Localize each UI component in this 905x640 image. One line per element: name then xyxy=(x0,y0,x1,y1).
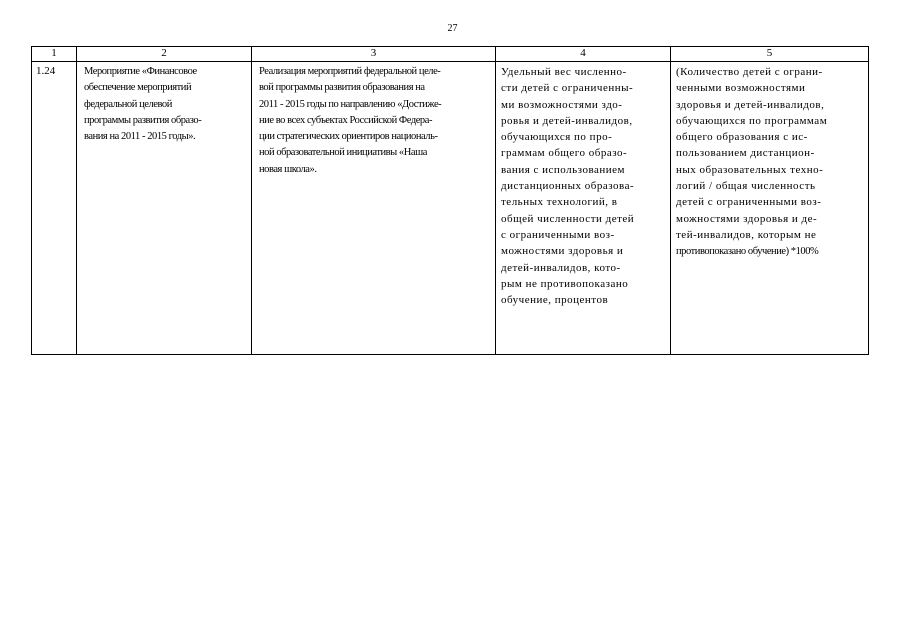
indicator-name-cell xyxy=(496,62,671,355)
formula-tail-text: противопоказано обучение) *100% xyxy=(676,246,819,258)
table-row xyxy=(32,62,869,355)
calculation-formula-cell xyxy=(671,62,869,355)
indicator-table xyxy=(31,46,869,355)
page-number: 27 xyxy=(447,23,458,34)
formula-main-text: (Количество детей с ограни- ченными возможностями здоровья и детей-инвалидов, обучающихся по программам общего образования с ис- пользованием дистанцион- ных образовательных техно- логий / общая численность детей с ограниченными воз- можностями здоровья и де- тей-инвалидов, которым не xyxy=(676,66,828,241)
calculation-formula-text xyxy=(671,62,868,261)
indicator-name-text: Удельный вес численно- сти детей с ограниченны- ми возможностями здо- ровья и детей-инвалидов, обучающихся по про- граммам общего образо- вания с использованием дистанционных образова- тельных технологий, в общей численности детей с ограниченными воз- можностями здоровья и детей-инвалидов, кото- рым не противопоказано обучение, процентов xyxy=(501,66,635,307)
event-description-text: Реализация мероприятий федеральной целе- вой программы развития образования на 2011 - 2015 годы по направлению «Достиже- ние во всех субъектах Российской Федера- ции стратегических ориентиров националь- ной образовательной инициативы «Наша новая школа». xyxy=(259,66,442,175)
event-name-cell xyxy=(77,62,252,355)
column-header: 3 xyxy=(252,47,496,62)
row-number-cell xyxy=(32,62,77,355)
column-header: 4 xyxy=(496,47,671,62)
event-description-cell xyxy=(252,62,496,355)
row-number: 1.24 xyxy=(36,65,56,77)
table-header-row xyxy=(32,47,869,62)
column-header: 1 xyxy=(32,47,77,62)
event-name-text: Мероприятие «Финансовое обеспечение мероприятий федеральной целевой программы развития образо- вания на 2011 - 2015 годы». xyxy=(84,66,202,143)
column-header: 2 xyxy=(77,47,252,62)
column-header: 5 xyxy=(671,47,869,62)
